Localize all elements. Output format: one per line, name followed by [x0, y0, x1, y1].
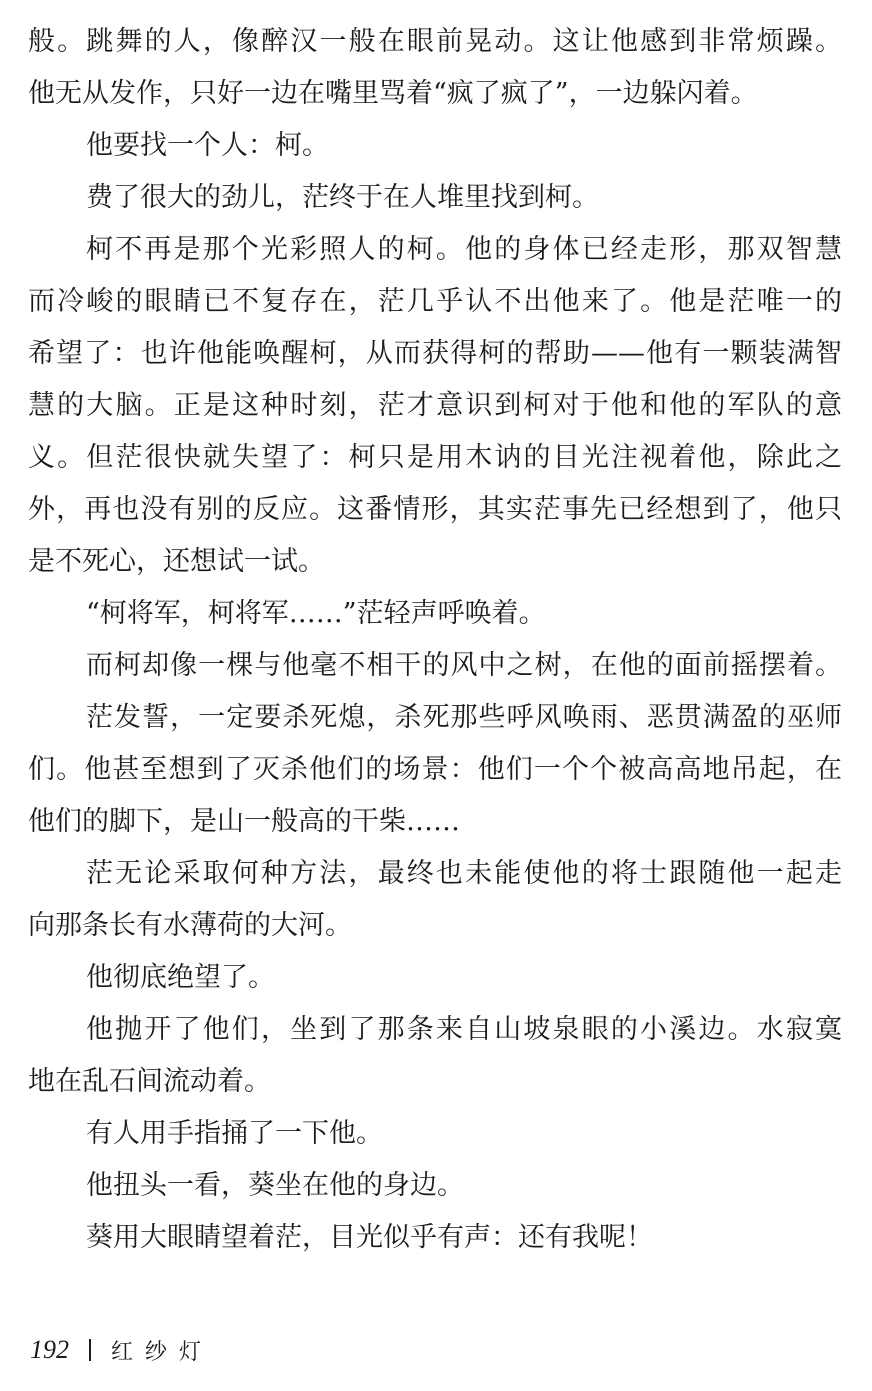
- text-line: 柯不再是那个光彩照人的柯。他的身体已经走形，那双智慧: [86, 234, 842, 265]
- text-line: “柯将军，柯将军……”茫轻声呼唤着。: [86, 598, 546, 629]
- text-line: 外，再也没有别的反应。这番情形，其实茫事先已经想到了，他只: [28, 494, 842, 525]
- text-line: 茫无论采取何种方法，最终也未能使他的将士跟随他一起走: [86, 858, 842, 889]
- text-line: 费了很大的劲儿，茫终于在人堆里找到柯。: [86, 182, 599, 213]
- book-title: 红纱灯: [111, 1339, 214, 1365]
- text-line: 茫发誓，一定要杀死熄，杀死那些呼风唤雨、恶贯满盈的巫师: [86, 702, 842, 733]
- text-line: 他们的脚下，是山一般高的干柴……: [28, 806, 460, 837]
- text-line: 慧的大脑。正是这种时刻，茫才意识到柯对于他和他的军队的意: [28, 390, 842, 421]
- text-line: 他扭头一看，葵坐在他的身边。: [86, 1170, 464, 1201]
- text-line: 们。他甚至想到了灭杀他们的场景：他们一个个被高高地吊起，在: [28, 754, 842, 785]
- text-line: 有人用手指捅了一下他。: [86, 1118, 383, 1149]
- text-line: 地在乱石间流动着。: [28, 1066, 271, 1097]
- page-body-text: [28, 16, 842, 1264]
- text-line: 葵用大眼睛望着茫，目光似乎有声：还有我呢！: [86, 1222, 653, 1253]
- footer-divider: [89, 1339, 91, 1361]
- text-line: 而柯却像一棵与他毫不相干的风中之树，在他的面前摇摆着。: [86, 650, 842, 681]
- text-line: 义。但茫很快就失望了：柯只是用木讷的目光注视着他，除此之: [28, 442, 842, 473]
- text-line: 般。跳舞的人，像醉汉一般在眼前晃动。这让他感到非常烦躁。: [28, 26, 842, 57]
- page-number: 192: [30, 1335, 69, 1364]
- page-footer: [30, 1332, 213, 1368]
- text-line: 他要找一个人：柯。: [86, 130, 329, 161]
- text-line: 向那条长有水薄荷的大河。: [28, 910, 352, 941]
- text-line: 他彻底绝望了。: [86, 962, 275, 993]
- text-line: 他无从发作，只好一边在嘴里骂着“疯了疯了”，一边躲闪着。: [28, 78, 758, 109]
- text-line: 他抛开了他们，坐到了那条来自山坡泉眼的小溪边。水寂寞: [86, 1014, 842, 1045]
- text-line: 希望了：也许他能唤醒柯，从而获得柯的帮助——他有一颗装满智: [28, 338, 842, 369]
- text-line: 是不死心，还想试一试。: [28, 546, 325, 577]
- text-line: 而冷峻的眼睛已不复存在，茫几乎认不出他来了。他是茫唯一的: [28, 286, 842, 317]
